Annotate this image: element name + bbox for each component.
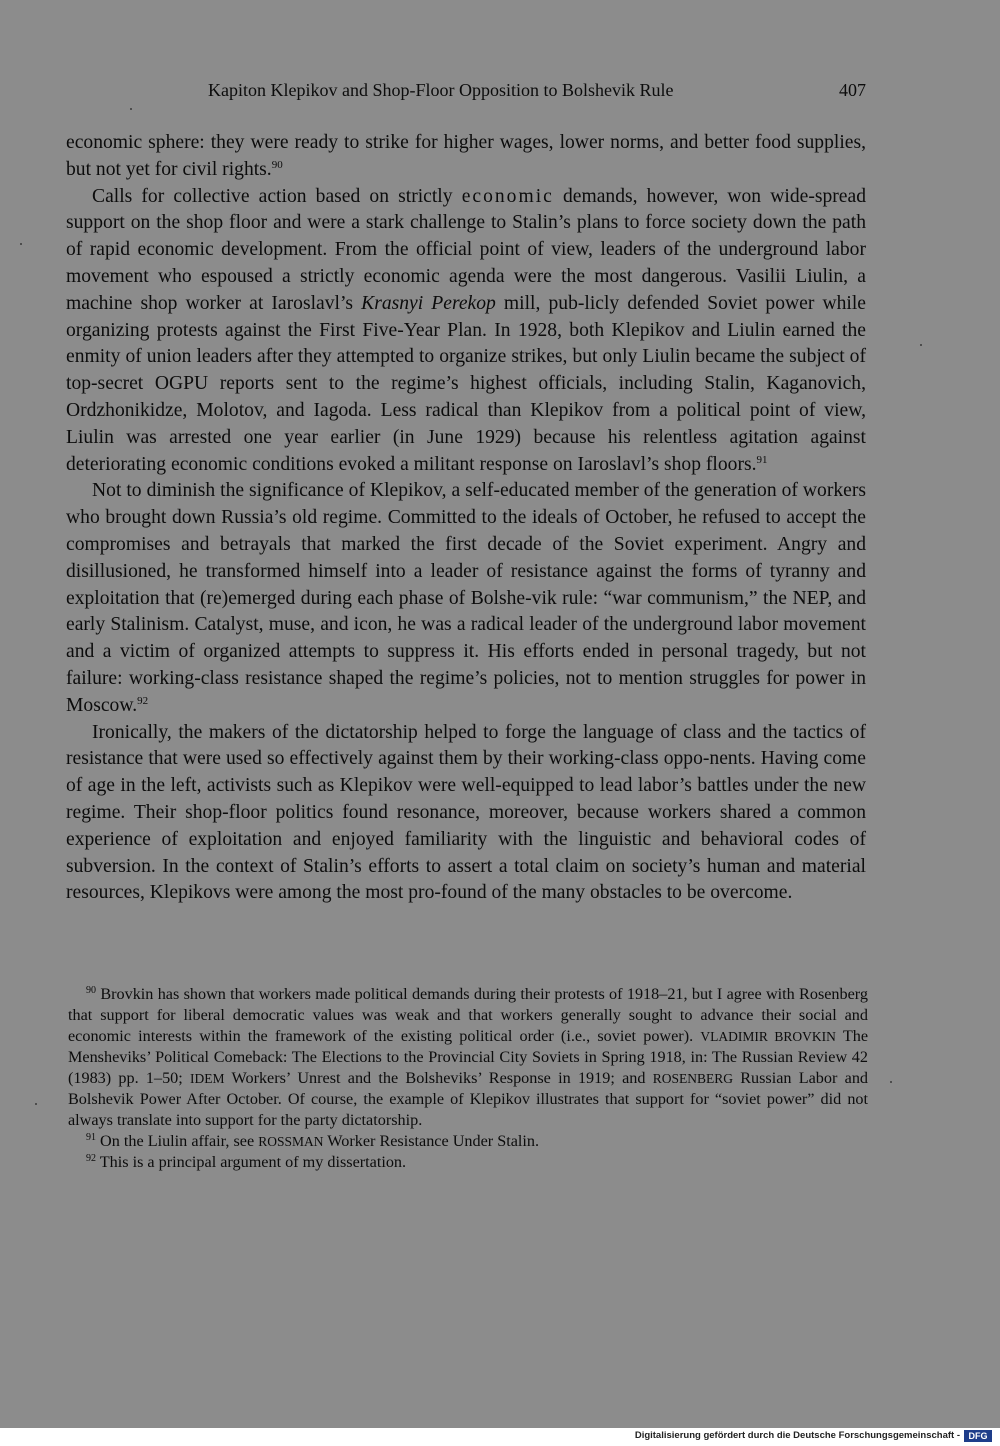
scan-speck (130, 108, 132, 110)
scan-speck (35, 1103, 37, 1105)
footnote-90-text-b: The Mensheviks’ Political Comeback: The Elections to the Provincial City Soviets in Spring 1918, in: The Russian Review 42 (1983) pp. 1–50; (68, 1027, 868, 1087)
author-idem: IDEM (190, 1071, 225, 1086)
footnote-90 (68, 984, 868, 1131)
digitization-footer (0, 1428, 1000, 1446)
author-brovkin: VLADIMIR BROVKIN (700, 1029, 836, 1044)
paragraph-4 (66, 720, 866, 908)
footnote-91 (68, 1131, 868, 1152)
footnote-ref-92: 92 (137, 694, 149, 707)
paragraph-2-text-c: mill, pub-licly defended Soviet power while organizing protests against the First Five-Year Plan. In 1928, both Klepikov and Liulin earned the enmity of union leaders after they attempted to organize strikes, but only Liulin became the subject of top-secret OGPU reports sent to the regime’s highest officials, including Stalin, Kaganovich, Ordzhonikidze, Molotov, and Iagoda. Less radical than Klepikov from a political point of view, Liulin was arrested one year earlier (in June 1929) because his relentless agitation against deteriorating economic conditions evoked a militant response on Iaroslavl’s shop floors. (66, 292, 866, 475)
page-header (66, 80, 866, 104)
footnote-91-text-b: Worker Resistance Under Stalin. (323, 1132, 540, 1150)
footnote-92-text: This is a principal argument of my dissertation. (96, 1153, 407, 1171)
scan-speck (20, 243, 22, 245)
scan-speck (920, 344, 922, 346)
scan-speck (890, 1081, 892, 1083)
footnote-90-text-d: Russian Labor and Bolshevik Power After October. Of course, the example of Klepikov illustrates that support for “soviet power” did not always translate into support for the party dictatorship. (68, 1069, 869, 1129)
body-text (66, 130, 866, 907)
italic-mill-name: Krasnyi Perekop (361, 292, 496, 314)
paragraph-2-text-a: Calls for collective action based on strictly (92, 185, 462, 207)
paragraph-1-text: economic sphere: they were ready to strike for higher wages, lower norms, and better food supplies, but not yet for civil rights. (66, 132, 866, 180)
footnote-91-number: 91 (86, 1132, 96, 1143)
paragraph-1 (66, 130, 866, 184)
paragraph-4-text: Ironically, the makers of the dictatorship helped to forge the language of class and the tactics of resistance that were used so effectively against them by their working-class oppo-nents. Having come of age in the left, activists such as Klepikov were well-equipped to lead labor’s battles under the new regime. Their shop-floor politics found resonance, moreover, because workers shared a common experience of exploitation and enjoyed familiarity with the linguistic and behavioral codes of subversion. In the context of Stalin’s efforts to assert a total claim on society’s human and material resources, Klepikovs were among the most pro-found of the many obstacles to be overcome. (66, 721, 866, 904)
footnote-ref-90: 90 (271, 158, 283, 171)
footnote-90-text-c: Workers’ Unrest and the Bolsheviks’ Response in 1919; and (224, 1069, 653, 1087)
footnote-92-number: 92 (86, 1153, 96, 1164)
footnote-91-text-a: On the Liulin affair, see (96, 1132, 259, 1150)
paragraph-3-text: Not to diminish the significance of Klepikov, a self-educated member of the generation of workers who brought down Russia’s old regime. Committed to the ideals of October, he refused to accept the compromises and betrayals that marked the first decade of the Soviet experiment. Angry and disillusioned, he transformed himself into a leader of resistance against the forms of tyranny and exploitation that (re)emerged during each phase of Bolshe-vik rule: “war communism,” the NEP, and early Stalinism. Catalyst, muse, and icon, he was a radical leader of the underground labor movement and a victim of organized attempts to suppress it. His efforts ended in personal tragedy, but not failure: working-class resistance shaped the regime’s policies, not to mention struggles for power in Moscow. (66, 480, 866, 716)
author-rosenberg: ROSENBERG (652, 1071, 733, 1086)
running-head: Kapiton Klepikov and Shop-Floor Opposition to Bolshevik Rule (208, 80, 674, 100)
footnote-ref-91: 91 (756, 453, 768, 466)
paragraph-2 (66, 184, 866, 479)
paragraph-3 (66, 478, 866, 719)
spaced-word: economic (461, 185, 554, 207)
author-rossman: ROSSMAN (258, 1134, 324, 1149)
footnote-90-text-a: Brovkin has shown that workers made political demands during their protests of 1918–21, but I agree with Rosenberg that support for liberal democratic values was weak and that workers generally sought to advance their social and economic interests within the framework of the existing political order (i.e., soviet power). (68, 985, 868, 1045)
dfg-logo: DFG (964, 1430, 992, 1442)
footnote-90-number: 90 (86, 985, 96, 996)
paragraph-2-text-b: demands, however, won wide-spread support on the shop floor and were a stark challenge to Stalin’s plans to force society down the path of rapid economic development. From the official point of view, leaders of the underground labor movement who espoused a strictly economic agenda were the most dangerous. Vasilii Liulin, a machine shop worker at Iaroslavl’s (66, 185, 866, 314)
page-number: 407 (839, 80, 866, 100)
footnotes (68, 984, 868, 1173)
footnote-92 (68, 1152, 868, 1173)
digitization-credit: Digitalisierung gefördert durch die Deutsche Forschungsgemeinschaft - (634, 1430, 960, 1441)
